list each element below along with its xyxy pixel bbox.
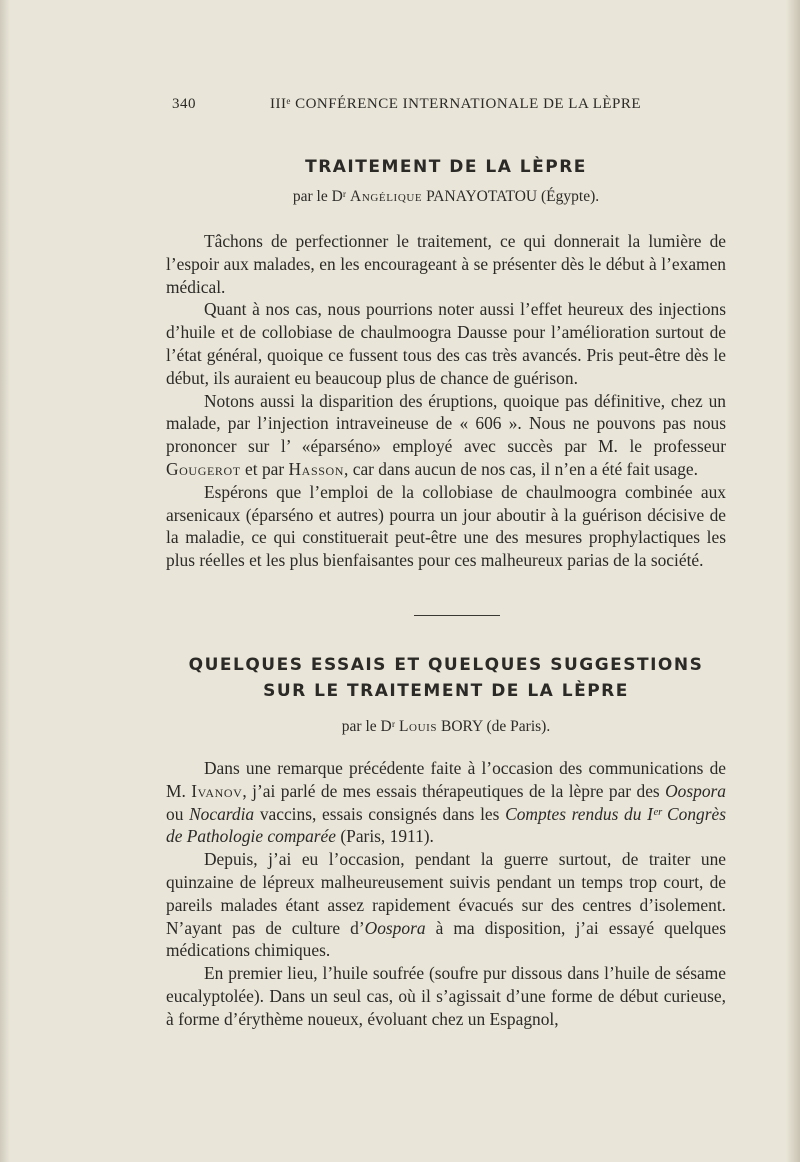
- article-2-title-line2: SUR LE TRAITEMENT DE LA LÈPRE: [263, 681, 629, 701]
- article-2-heading: [166, 655, 726, 701]
- article-1-title: TRAITEMENT DE LA LÈPRE: [305, 157, 587, 177]
- paragraph: Notons aussi la disparition des éruptions, quoique pas définitive, chez un malade, par l’injection intraveineuse de « 606 ». Nous ne pouvons pas nous prononcer sur l’ «éparséno» employé avec succès par M. le professeur Gougerot et par Hasson, car dans aucun de nos cas, il n’en a été fait usage.: [166, 390, 726, 479]
- article-2-byline: [166, 718, 726, 736]
- byline-prefix: par le Dʳ: [341, 718, 396, 735]
- name-gougerot: Gougerot: [166, 458, 241, 479]
- paragraph: Tâchons de perfectionner le traitement, ce qui donnerait la lumière de l’espoir aux malades, en les encourageant à se présenter dès le début à l’examen médical.: [166, 231, 726, 297]
- byline-prefix: par le Dʳ: [292, 188, 347, 205]
- author-place: (Égypte).: [541, 188, 600, 205]
- name-hasson: Hasson: [288, 458, 345, 479]
- article-2-body: [166, 757, 726, 1031]
- author-last-name: PANAYOTATOU: [426, 188, 538, 205]
- article-1-byline: [166, 188, 726, 206]
- running-header: [172, 96, 642, 116]
- article-1-body: [166, 230, 726, 572]
- article-1-byline-block: [166, 188, 726, 206]
- section-separator: [414, 615, 500, 616]
- article-1-heading: [166, 157, 726, 177]
- running-title: IIIᵉ CONFÉRENCE INTERNATIONALE DE LA LÈPRE: [270, 96, 642, 112]
- name-ivanov: Ivanov: [191, 780, 243, 801]
- page-left-edge: [0, 0, 10, 1162]
- article-2-byline-block: [166, 718, 726, 736]
- author-first-name: Angélique: [350, 188, 423, 205]
- paragraph: Espérons que l’emploi de la collobiase de chaulmoogra combinée aux arsenicaux (éparséno et autres) pourra un jour aboutir à la guérison décisive de la maladie, ce qui constituerait peut-être une des mesures prophylactiques les plus réelles et les plus bienfaisantes pour ces malheureux parias de la société.: [166, 481, 726, 571]
- paragraph: En premier lieu, l’huile soufrée (soufre pur dissous dans l’huile de sésame eucalyptolée). Dans un seul cas, où il s’agissait d’une forme de début curieuse, à forme d’érythème noueux, évoluant chez un Espagnol,: [166, 963, 726, 1029]
- page-number: 340: [172, 96, 196, 112]
- paragraph: Quant à nos cas, nous pourrions noter aussi l’effet heureux des injections d’huile et de collobiase de chaulmoogra Dausse pour l’amélioration surtout de l’état général, quoique ce fussent tous des cas très avancés. Pris peut-être dès le début, ils auraient eu beaucoup plus de chance de guérison.: [166, 299, 726, 388]
- author-place: (de Paris).: [486, 718, 551, 735]
- article-2-title-line1: QUELQUES ESSAIS ET QUELQUES SUGGESTIONS: [188, 655, 704, 675]
- paragraph: Depuis, j’ai eu l’occasion, pendant la guerre surtout, de traiter une quinzaine de lépreux malheureusement suivis pendant un temps trop court, de pareils malades étant assez rapidement évacués sur des centres d’isolement. N’ayant pas de culture d’Oospora à ma disposition, j’ai essayé quelques médications chimiques.: [166, 849, 726, 961]
- paragraph: Dans une remarque précédente faite à l’occasion des communications de M. Ivanov, j’ai parlé de mes essais thérapeutiques de la lèpre par des Oospora ou Nocardia vaccins, essais consignés dans les Comptes rendus du Iᵉʳ Congrès de Pathologie comparée (Paris, 1911).: [166, 758, 726, 847]
- author-last-name: BORY: [440, 718, 483, 735]
- author-first-name: Louis: [398, 718, 438, 735]
- page-right-edge: [786, 0, 800, 1162]
